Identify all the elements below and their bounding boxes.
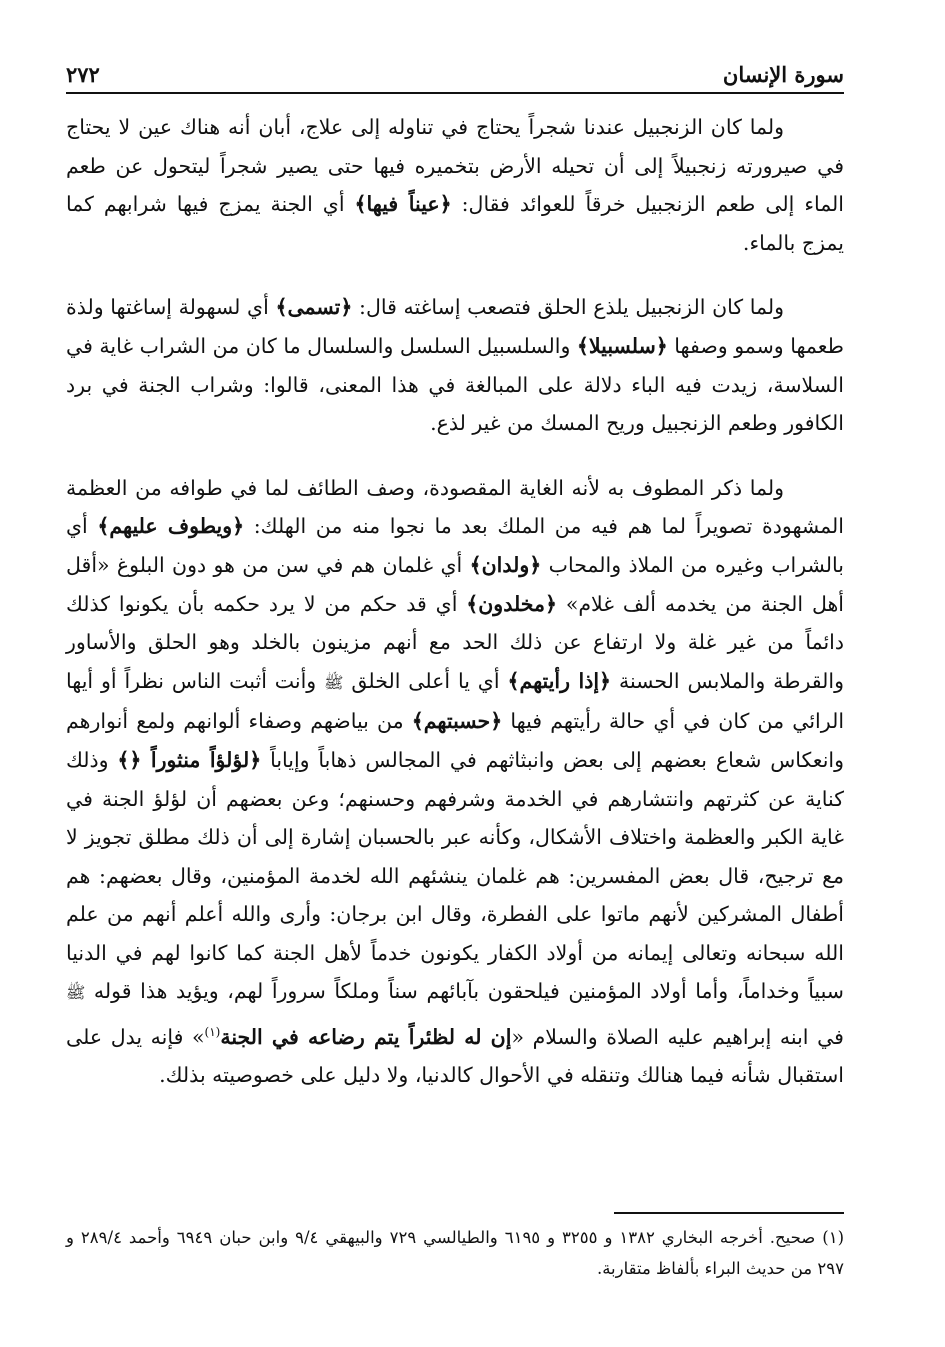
text-run: والسلسبيل السلسل والسلسال ما كان من الشراب غاية في السلاسة، زيدت فيه الباء دلالة على المبالغة في هذا المعنى، قالوا: وشراب الجنة في برد الكافور وطعم الزنجبيل وريح المسك من غير لذع. [66,333,844,436]
text-run: أي قد حكم من لا يرد حكمه بأن يكونوا كذلك دائماً من غير غلة ولا ارتفاع عن ذلك الحد مع أنهم مزينون بالخلد وهو الحلق والأساور والقرطة والملابس الحسنة [66,591,844,693]
paragraph-zanjabil [66,108,844,262]
footnote-marker[interactable]: (١) [204,1025,221,1040]
text-run: أي بالشراب وغيره من الملاذ والمحاب [66,514,844,577]
text-run: من بياضهم وصفاء ألوانهم ولمع أنوارهم وانعكاس شعاع بعضهم إلى بعض وانبثاثهم في المجالس ذهاباً وإياباً [66,709,844,772]
text-run: أي غلمان هم في سن من هو دون البلوغ «أقل أهل الجنة من يخدمه ألف غلام» [66,552,844,616]
quran-quote: ﴿عيناً فيها﴾ [354,192,452,217]
footnote-text: (١) صحيح. أخرجه البخاري ١٣٨٢ و ٣٢٥٥ و ٦١٩٥ والطيالسي ٧٢٩ والبيهقي ٩/٤ وابن حبان ٦٩٤٩ وأحمد ٢٨٩/٤ و ٢٩٧ من حديث البراء بألفاظ متقاربة. [66,1228,844,1278]
text-run: أي الجنة يمزج فيها شرابهم كما يمزج بالماء. [66,192,844,255]
footnote-separator [614,1212,844,1214]
hadith-quote: إن له لظئراً يتم رضاعه في الجنة [220,1024,512,1049]
quran-quote: ﴿لؤلؤاً منثوراً ﴿﴾ [117,747,262,772]
quran-quote: ﴿إذا رأيتهم﴾ [507,668,612,693]
surah-title: سورة الإنسان [722,62,844,87]
paragraph-wildan [66,469,844,1095]
text-run: وأنت أثبت الناس نظراً أو أيها الرائي من كان في أي حالة رأيتهم فيها [66,668,845,734]
page-number: ٢٧٢ [66,62,100,87]
quran-quote: ﴿تسمى﴾ [275,295,353,320]
quran-quote: ﴿ويطوف عليهم﴾ [97,514,245,539]
paragraph-salsabil [66,288,844,442]
main-text [66,108,844,1121]
text-run: ولما ذكر المطوف به لأنه الغاية المقصودة، وصف الطائف لما في طوافه من العظمة المشهودة تصويراً لما هم فيه من الملك بعد ما نجوا منه من الهلك: [66,475,844,539]
text-run: ولما كان الزنجبيل يلذع الحلق فتصعب إساغته قال: [352,295,785,320]
salawat-symbol: ﷺ [324,672,344,692]
text-run: وذلك كناية عن كثرتهم وانتشارهم في الخدمة وشرفهم وحسنهم؛ وعن بعضهم أن لؤلؤ الجنة في غاية الكبر والعظمة واختلاف الأشكال، وكأنه عبر بالحسبان إشارة إلى أن ذلك مطلق تجويز لا مع ترجيح، قال بعض المفسرين: هم غلمان ينشئهم الله لخدمة المؤمنين، وقال بعضهم: هم أطفال المشركين لأنهم ماتوا على الفطرة، وقال ابن برجان: وأرى والله أعلم أنهم من علم الله سبحانه وتعالى إيمانه من أولاد الكفار يكونون خدماً لأهل الجنة كما كانوا لهم في الدنيا سبياً وخداماً، وأما أولاد المؤمنين فيلحقون بآبائهم سناً وملكاً سروراً لهم، ويؤيد هذا قوله [66,747,844,1004]
quran-quote: ﴿مخلدون﴾ [466,591,557,616]
text-run: ولما كان الزنجبيل عندنا شجراً يحتاج في تناوله إلى علاج، أبان أنه هناك عين لا يحتاج في صيرورته زنجبيلاً إلى أن تحيله الأرض بتخميره فيها حتى يصير شجراً ليتحول عن طعم الماء إلى طعم الزنجبيل خرقاً للعوائد فقال: [66,115,844,217]
page-header [66,58,844,94]
text-run: في ابنه إبراهيم عليه الصلاة والسلام « [511,1024,844,1049]
quran-quote: ﴿سلسبيلا﴾ [576,333,668,358]
salawat-symbol: ﷺ [66,983,86,1003]
quran-quote: ﴿حسبتهم﴾ [411,709,503,734]
text-run: أي يا أعلى الخلق [343,668,508,693]
quran-quote: ﴿ولدان﴾ [469,552,542,577]
footnote [66,1222,844,1284]
text-run: أي لسهولة إساغتها ولذة طعمها وسمو وصفها [66,295,844,358]
text-run: » فإنه يدل على استقبال شأنه فيما هنالك وتنقله في الأحوال كالدنيا، ولا دليل على خصوصيته بذلك. [66,1024,844,1088]
